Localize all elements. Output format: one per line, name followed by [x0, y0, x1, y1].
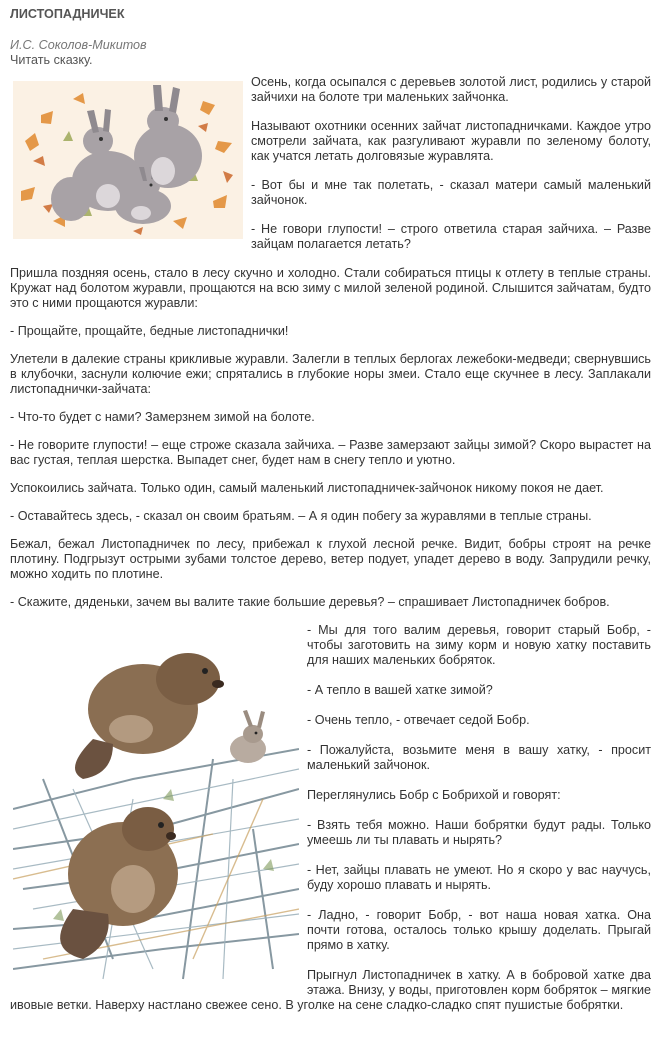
intro-text: Читать сказку.	[10, 53, 93, 67]
paragraph: Пришла поздняя осень, стало в лесу скучно и холодно. Стали собираться птицы к отлету в теплые страны. Кружат над болотом журавли, прощаются на всю зиму с милой зеленой родиной. Слышится зайчатам, будто это с ними прощаются журавли:	[10, 266, 651, 310]
paragraph: - Скажите, дяденьки, зачем вы валите такие большие деревья? – спрашивает Листопадничек бобров.	[10, 595, 610, 609]
paragraph: Улетели в далекие страны крикливые журавли. Залегли в теплых берлогах лежебоки-медведи; свернувшись в клубочки, заснули колючие ежи; спрятались в глубокие норы змеи. Стало еще скучнее в лесу. Заплакали листопаднички-зайчата:	[10, 352, 651, 396]
paragraph: - Что-то будет с нами? Замерзнем зимой на болоте.	[10, 410, 315, 424]
section-2	[5, 266, 654, 610]
paragraph: Осень, когда осыпался с деревьев золотой лист, родились у старой зайчихи на болоте три маленьких зайчонка.	[251, 75, 651, 104]
paragraph: - Не говорите глупости! – еще строже сказала зайчиха. – Разве замерзают зайцы зимой? Скоро вырастет на вас густая, теплая шерстка. Выпадет снег, будет нам в снегу тепло и уютно.	[10, 438, 651, 467]
paragraph: - Нет, зайцы плавать не умеют. Но я скоро у вас научусь, буду хорошо плавать и нырять.	[307, 863, 651, 892]
paragraph: - Взять тебя можно. Наши бобрятки будут рады. Только умеешь ли ты плавать и нырять?	[307, 818, 651, 847]
paragraph: - Пожалуйста, возьмите меня в вашу хатку, - просит маленький зайчонок.	[307, 743, 651, 772]
paragraph: Прыгнул Листопадничек в хатку. А в бобровой хатке два этажа. Внизу, у воды, приготовлен корм бобряток – мягкие ивовые ветки. Наверху настлано свежее сено. В уголке на сене сладко-сладко спят пушистые бобрятки.	[10, 968, 651, 1012]
paragraph: - Вот бы и мне так полетать, - сказал матери самый маленький зайчонок.	[251, 178, 651, 207]
beavers-illustration	[13, 629, 299, 981]
paragraph: - Мы для того валим деревья, говорит старый Бобр, - чтобы заготовить на зиму корм и новую хатку поставить для наших маленьких бобряток.	[307, 623, 651, 667]
paragraph: - Ладно, - говорит Бобр, - вот наша новая хатка. Она почти готова, осталось только крышу доделать. Прыгай прямо в хатку.	[307, 908, 651, 952]
paragraph: - Оставайтесь здесь, - сказал он своим братьям. – А я один побегу за журавлями в теплые страны.	[10, 509, 592, 523]
section-3	[5, 623, 654, 1013]
paragraph: - Очень тепло, - отвечает седой Бобр.	[307, 713, 530, 727]
hares-illustration	[13, 81, 243, 239]
paragraph: - Не говори глупости! – строго ответила старая зайчиха. – Разве зайцам полагается летать?	[251, 222, 651, 251]
article	[0, 6, 659, 1013]
author-name: И.С. Соколов-Микитов	[10, 38, 147, 52]
paragraph: Переглянулись Бобр с Бобрихой и говорят:	[307, 788, 561, 802]
story-title: ЛИСТОПАДНИЧЕК	[10, 7, 125, 21]
section-1	[5, 75, 654, 266]
paragraph: Успокоились зайчата. Только один, самый маленький листопадничек-зайчонок никому покоя не дает.	[10, 481, 604, 495]
paragraph: - Прощайте, прощайте, бедные листопаднички!	[10, 324, 289, 338]
paragraph: - А тепло в вашей хатке зимой?	[307, 683, 493, 697]
paragraph: Называют охотники осенних зайчат листопадничками. Каждое утро смотрели зайчата, как разгуливают журавли по зеленому болоту, как учатся летать долговязые журавлята.	[251, 119, 651, 163]
paragraph: Бежал, бежал Листопадничек по лесу, прибежал к глухой лесной речке. Видит, бобры строят на речке плотину. Подгрызут острыми зубами толстое дерево, ветер подует, упадет дерево в воду. Запрудили речку, можно ходить по плотине.	[10, 537, 651, 581]
